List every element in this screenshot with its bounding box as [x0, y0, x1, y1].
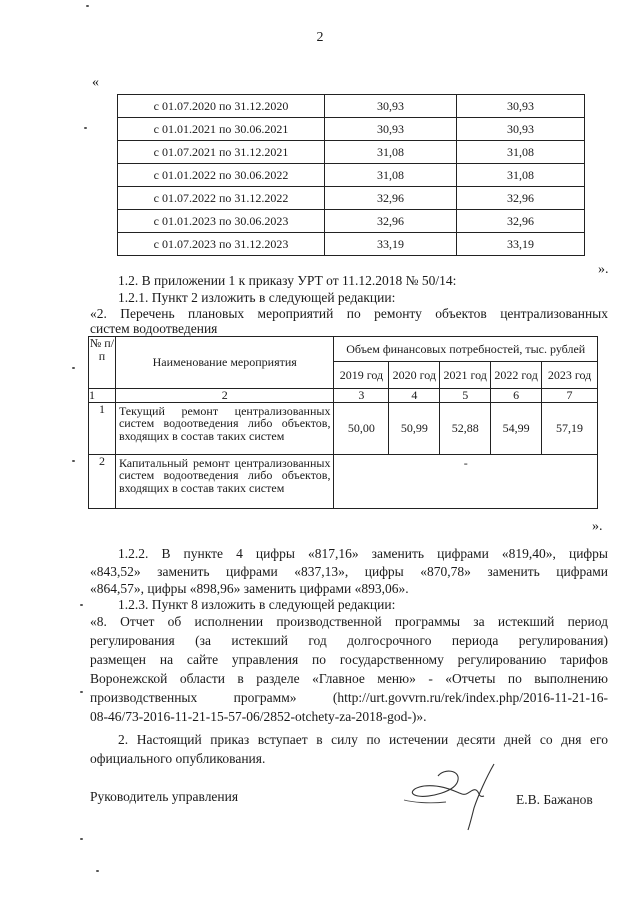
- value-cell: 30,93: [457, 118, 585, 141]
- row2-name: Капитальный ремонт централизованных систем водоотведения либо объектов, входящих в состав таких систем: [115, 454, 334, 508]
- header-num: № п/п: [89, 337, 116, 389]
- row2-num: 2: [89, 454, 116, 508]
- period-table: [117, 94, 585, 256]
- scan-speck: [86, 5, 89, 7]
- column-index: 3: [334, 389, 389, 403]
- value-cell: 33,19: [457, 233, 585, 256]
- period-cell: с 01.01.2021 по 30.06.2021: [118, 118, 325, 141]
- period-cell: с 01.01.2022 по 30.06.2022: [118, 164, 325, 187]
- plan-title-line2: систем водоотведения: [90, 321, 218, 336]
- para-1-2-2-line3: «864,57», цифры «898,96» заменить цифрами «893,06».: [90, 581, 409, 596]
- para-1-2-3-line1: «8. Отчет об исполнении производственной программы за истекший период: [90, 614, 608, 629]
- value-cell: 32,96: [325, 187, 457, 210]
- value-cell: 32,96: [325, 210, 457, 233]
- section-1-2-heading: 1.2. В приложении 1 к приказу УРТ от 11.12.2018 № 50/14:: [118, 273, 457, 288]
- row1-value-2021: 52,88: [440, 402, 491, 454]
- row1-num: 1: [89, 402, 116, 454]
- para-2-line1: 2. Настоящий приказ вступает в силу по истечении десяти дней со дня его: [118, 732, 608, 747]
- value-cell: 33,19: [325, 233, 457, 256]
- scan-speck: [80, 838, 83, 840]
- row1-value-2020: 50,99: [389, 402, 440, 454]
- header-year: 2020 год: [389, 362, 440, 389]
- column-index: 5: [440, 389, 491, 403]
- para-1-2-3-line6: 08-46/73-2016-11-21-15-57-06/2852-otchety-za-2018-god-)».: [90, 709, 427, 724]
- value-cell: 31,08: [457, 141, 585, 164]
- period-row: [118, 187, 585, 210]
- plan-title-line1: «2. Перечень плановых мероприятий по ремонту объектов централизованных: [90, 306, 608, 321]
- header-year: 2019 год: [334, 362, 389, 389]
- signature-position: Руководитель управления: [90, 789, 239, 804]
- scan-speck: [84, 127, 87, 129]
- scan-speck: [72, 460, 75, 462]
- para-1-2-3-line2: регулирования (за истекший год долгосрочного периода регулирования): [90, 633, 608, 648]
- scan-speck: [72, 367, 75, 369]
- header-year: 2023 год: [542, 362, 598, 389]
- value-cell: 31,08: [325, 164, 457, 187]
- para-1-2-3-line4: Воронежской области в разделе «Главное меню» - «Отчеты по выполнению: [90, 671, 608, 686]
- row1-value-2023: 57,19: [542, 402, 598, 454]
- row1-name: Текущий ремонт централизованных систем водоотведения либо объектов, входящих в состав таких систем: [115, 402, 334, 454]
- period-table-quote-close: ».: [598, 262, 609, 277]
- row2-dash: -: [334, 454, 598, 508]
- scan-speck: [80, 604, 83, 606]
- header-year: 2022 год: [491, 362, 542, 389]
- period-cell: с 01.07.2020 по 31.12.2020: [118, 95, 325, 118]
- scan-speck: [96, 870, 99, 872]
- para-1-2-2-line1: 1.2.2. В пункте 4 цифры «817,16» заменить цифрами «819,40», цифры: [118, 546, 608, 561]
- scan-speck: [80, 691, 83, 693]
- value-cell: 32,96: [457, 210, 585, 233]
- period-cell: с 01.07.2022 по 31.12.2022: [118, 187, 325, 210]
- column-index: 6: [491, 389, 542, 403]
- period-row: [118, 95, 585, 118]
- quote-open: «: [92, 75, 99, 90]
- header-name: Наименование мероприятия: [115, 337, 334, 389]
- column-index: 2: [115, 389, 334, 403]
- page-number: 2: [316, 30, 324, 45]
- value-cell: 30,93: [457, 95, 585, 118]
- period-row: [118, 210, 585, 233]
- column-index: 4: [389, 389, 440, 403]
- header-year: 2021 год: [440, 362, 491, 389]
- para-1-2-3-line3: размещен на сайте управления по государственному регулированию тарифов: [90, 652, 608, 667]
- row1-value-2022: 54,99: [491, 402, 542, 454]
- period-cell: с 01.07.2023 по 31.12.2023: [118, 233, 325, 256]
- para-2-line2: официального опубликования.: [90, 751, 266, 766]
- period-row: [118, 141, 585, 164]
- header-volume: Объем финансовых потребностей, тыс. рублей: [334, 337, 598, 362]
- row1-value-2019: 50,00: [334, 402, 389, 454]
- plan-table: [88, 336, 598, 509]
- plan-table-quote-close: ».: [592, 519, 603, 534]
- para-1-2-3-heading: 1.2.3. Пункт 8 изложить в следующей редакции:: [118, 597, 396, 612]
- section-1-2-1: 1.2.1. Пункт 2 изложить в следующей редакции:: [118, 290, 396, 305]
- value-cell: 30,93: [325, 95, 457, 118]
- para-1-2-2-line2: «843,52» заменить цифрами «837,13», цифры «870,78» заменить цифрами: [90, 564, 608, 579]
- period-row: [118, 118, 585, 141]
- value-cell: 31,08: [457, 164, 585, 187]
- para-1-2-3-line5: производственных программ» (http://urt.govvrn.ru/rek/index.php/2016-11-21-16-: [90, 690, 608, 705]
- period-row: [118, 233, 585, 256]
- column-index: 7: [542, 389, 598, 403]
- value-cell: 30,93: [325, 118, 457, 141]
- signature-scribble-icon: [398, 762, 504, 832]
- period-cell: с 01.01.2023 по 30.06.2023: [118, 210, 325, 233]
- period-cell: с 01.07.2021 по 31.12.2021: [118, 141, 325, 164]
- value-cell: 32,96: [457, 187, 585, 210]
- column-index: 1: [89, 389, 116, 403]
- period-row: [118, 164, 585, 187]
- value-cell: 31,08: [325, 141, 457, 164]
- signature-name: Е.В. Бажанов: [516, 792, 593, 807]
